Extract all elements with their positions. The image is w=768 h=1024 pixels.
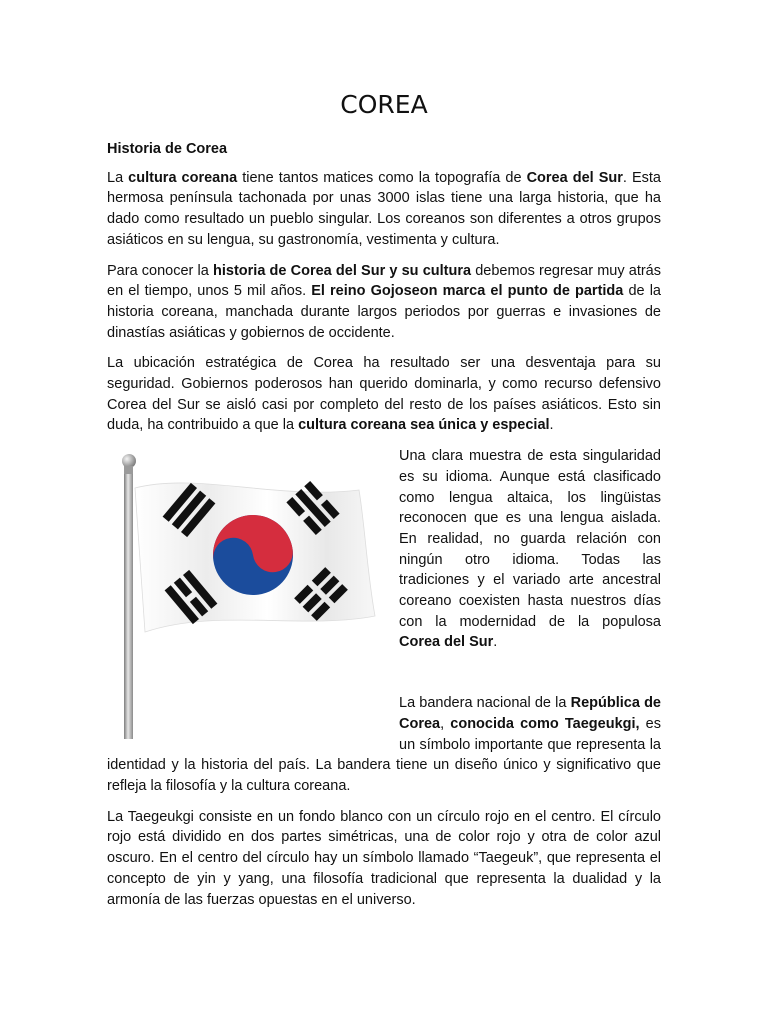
paragraph-history <box>107 261 661 344</box>
text-run: es un símbolo importante que representa la identidad y la historia del país. La bandera tiene un diseño único y significativo que refleja la filosofía y la cultura coreana. <box>107 715 661 794</box>
text-run: La <box>107 169 129 186</box>
paragraph-intro <box>107 168 661 251</box>
paragraph-location <box>107 353 661 436</box>
document-title: COREA <box>340 90 428 119</box>
text-run: . <box>493 634 498 651</box>
bold-text: cultura coreana sea única y especial <box>298 417 550 434</box>
text-run: Para conocer la <box>107 262 214 279</box>
text-run: , <box>440 715 451 732</box>
pole-finial <box>122 454 136 468</box>
bold-text: historia de Corea del Sur y su cultura <box>213 262 472 279</box>
text-run: debemos regresar muy atrás en el tiempo, unos 5 mil años. <box>107 262 661 300</box>
text-run: . <box>549 417 554 434</box>
korea-flag-image <box>107 448 389 740</box>
bold-text: Corea del Sur <box>399 634 494 651</box>
flag-illustration <box>107 448 389 740</box>
bold-text: conocida como Taegeukgi, <box>450 715 640 732</box>
flag-pole <box>124 471 133 739</box>
bold-text: cultura coreana <box>128 169 238 186</box>
text-run: La ubicación estratégica de Corea ha resultado ser una desventaja para su seguridad. Gobiernos poderosos han querido dominarla, y como recurso defensivo Corea del Sur se aisló casi por completo del resto de los países asiáticos. Esto sin duda, ha contribuido a que la <box>107 355 661 434</box>
bold-text: El reino Gojoseon marca el punto de partida <box>311 283 624 300</box>
section-heading: Historia de Corea <box>107 141 228 157</box>
paragraph-taegeukgi <box>107 807 661 911</box>
text-run: La Taegeukgi consiste en un fondo blanco con un círculo rojo en el centro. El círculo rojo está dividido en dos partes simétricas, una de color rojo y otra de color azul oscuro. En el centro del círculo hay un símbolo llamado “Taegeuk”, que representa el concepto de yin y yang, una filosofía tradicional que representa la dualidad y la armonía de las fuerzas opuestas en el universo. <box>107 808 661 908</box>
text-run: de la historia coreana, manchada durante largos periodos por guerras e invasiones de dinastías asiáticas y gobiernos de occidente. <box>107 283 661 341</box>
document-body <box>107 139 661 920</box>
text-run: tiene tantos matices como la topografía de <box>237 169 527 186</box>
bold-text: República de Corea <box>399 695 661 732</box>
text-run: Una clara muestra de esta singularidad es su idioma. Aunque está clasificado como lengua altaica, los lingüistas reconocen que es una lengua aislada. En realidad, no guarda relación con ningún otro idioma. Todas las tradiciones y el variado arte ancestral coreano coexisten hasta nuestros días con la modernidad de la populosa <box>399 448 661 630</box>
text-run: . Esta hermosa península tachonada por unas 3000 islas tiene una larga historia, que ha dado como resultado un pueblo singular. Los coreanos son diferentes a otros grupos asiáticos en su lengua, su gastronomía, vestimenta y cultura. <box>107 169 661 248</box>
bold-text: Corea del Sur <box>526 169 623 186</box>
text-run: La bandera nacional de la <box>399 695 571 712</box>
